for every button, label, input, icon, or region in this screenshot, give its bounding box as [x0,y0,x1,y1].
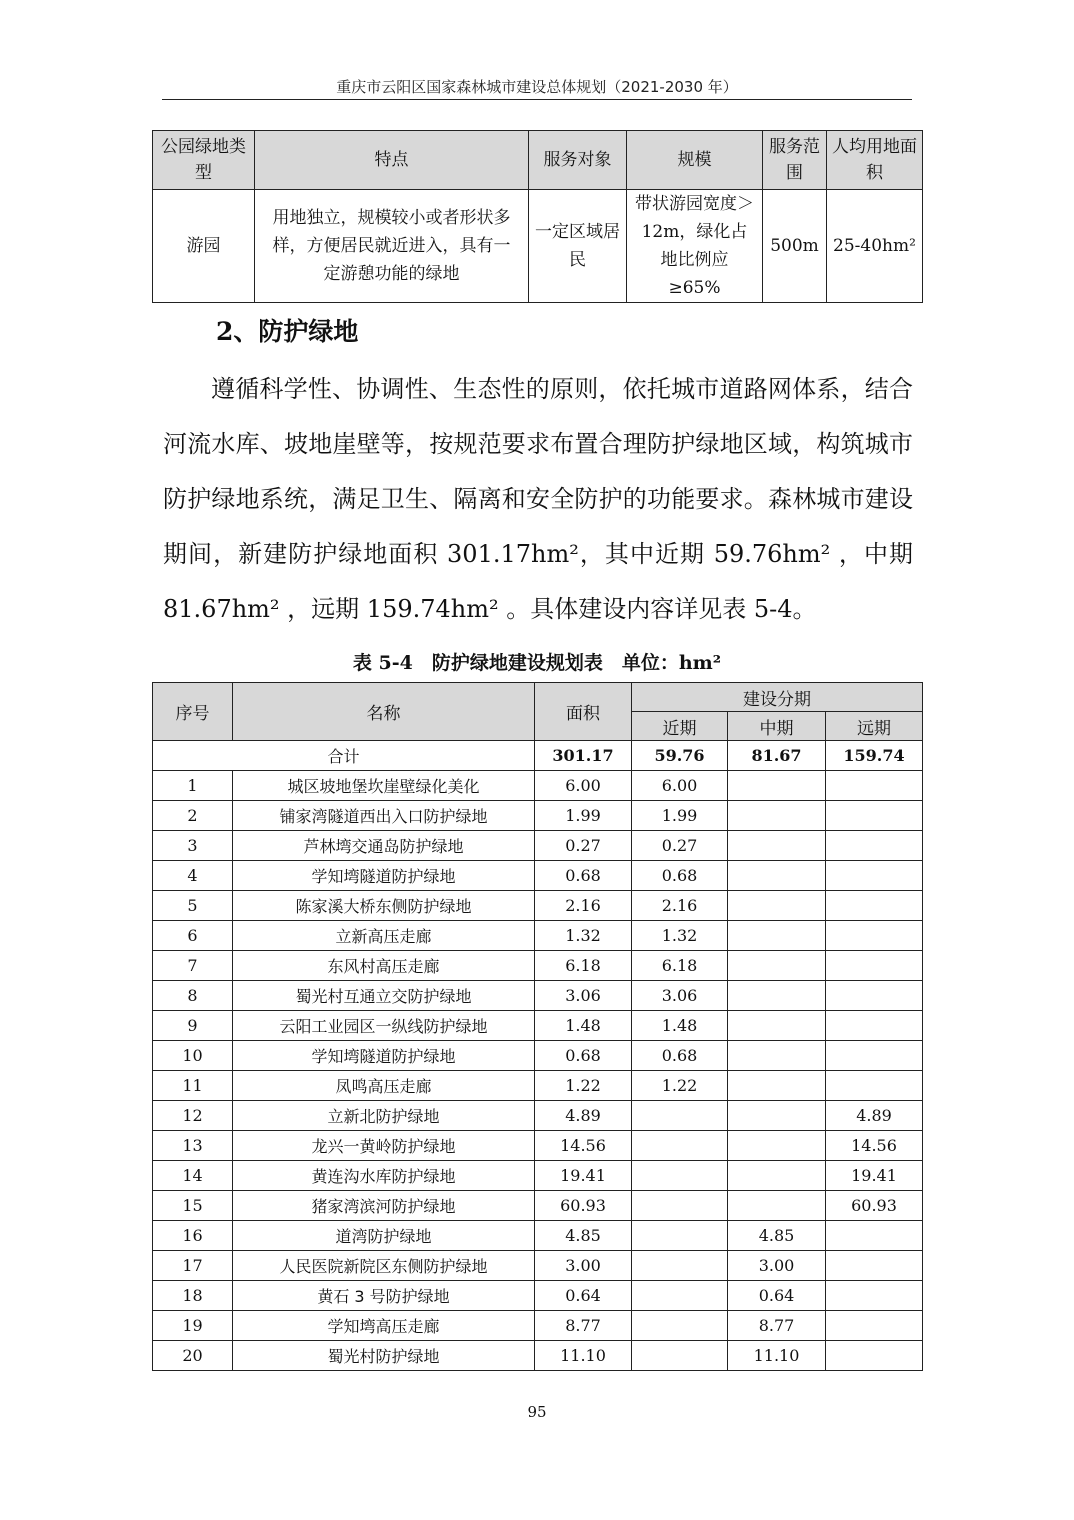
row-index: 13 [153,1131,233,1161]
row-mid [728,1011,826,1041]
park-area-cell: 25-40hm² [827,190,923,303]
row-index: 14 [153,1161,233,1191]
park-range-cell: 500m [763,190,827,303]
table-row [153,1011,923,1041]
row-mid [728,951,826,981]
row-name: 城区坡地堡坎崖壁绿化美化 [233,771,535,801]
page-header: 重庆市云阳区国家森林城市建设总体规划（2021-2030 年） [336,78,738,96]
row-far [826,831,923,861]
row-mid [728,1101,826,1131]
row-far: 4.89 [826,1101,923,1131]
row-near [632,1131,728,1161]
park-target-cell: 一定区域居民 [529,190,627,303]
section-title: 2、防护绿地 [216,317,359,346]
table-row [153,1251,923,1281]
table-row [153,861,923,891]
row-name: 人民医院新院区东侧防护绿地 [233,1251,535,1281]
row-far [826,891,923,921]
row-near [632,1251,728,1281]
row-far [826,951,923,981]
row-area: 8.77 [535,1311,632,1341]
plan-header-index: 序号 [153,683,233,741]
row-area: 1.22 [535,1071,632,1101]
row-near: 3.06 [632,981,728,1011]
plan-header-near: 近期 [632,712,728,741]
row-mid [728,981,826,1011]
row-near: 1.99 [632,801,728,831]
row-area: 0.68 [535,1041,632,1071]
row-near: 6.00 [632,771,728,801]
row-far [826,1011,923,1041]
row-far [826,801,923,831]
page-number: 95 [527,1403,547,1421]
row-near: 6.18 [632,951,728,981]
table-row [153,831,923,861]
row-name: 猪家湾滨河防护绿地 [233,1191,535,1221]
row-near [632,1191,728,1221]
row-near: 1.22 [632,1071,728,1101]
table-row [153,1131,923,1161]
row-index: 10 [153,1041,233,1071]
total-near: 59.76 [632,741,728,771]
row-near: 2.16 [632,891,728,921]
row-name: 学知塆高压走廊 [233,1311,535,1341]
row-near: 1.48 [632,1011,728,1041]
row-mid [728,801,826,831]
table-row [153,801,923,831]
table-row [153,1221,923,1251]
row-far [826,921,923,951]
row-index: 5 [153,891,233,921]
row-near [632,1341,728,1371]
row-mid [728,861,826,891]
row-near: 0.68 [632,861,728,891]
total-mid: 81.67 [728,741,826,771]
row-far [826,1041,923,1071]
row-area: 2.16 [535,891,632,921]
plan-header-phase-group: 建设分期 [632,683,923,712]
row-near [632,1221,728,1251]
row-index: 6 [153,921,233,951]
row-far: 60.93 [826,1191,923,1221]
row-index: 18 [153,1281,233,1311]
row-far [826,1071,923,1101]
row-near: 0.27 [632,831,728,861]
row-name: 铺家湾隧道西出入口防护绿地 [233,801,535,831]
table-row [153,891,923,921]
total-far: 159.74 [826,741,923,771]
row-index: 8 [153,981,233,1011]
row-far [826,1311,923,1341]
row-index: 2 [153,801,233,831]
row-far [826,1251,923,1281]
row-index: 4 [153,861,233,891]
row-far [826,771,923,801]
row-area: 11.10 [535,1341,632,1371]
row-index: 7 [153,951,233,981]
row-name: 东风村高压走廊 [233,951,535,981]
row-name: 学知塆隧道防护绿地 [233,861,535,891]
row-name: 黄连沟水库防护绿地 [233,1161,535,1191]
row-name: 黄石 3 号防护绿地 [233,1281,535,1311]
park-type-table [152,130,923,303]
row-name: 蜀光村防护绿地 [233,1341,535,1371]
row-far: 14.56 [826,1131,923,1161]
row-near [632,1311,728,1341]
row-near [632,1161,728,1191]
row-area: 0.27 [535,831,632,861]
row-mid: 8.77 [728,1311,826,1341]
row-far: 19.41 [826,1161,923,1191]
table-row [153,1071,923,1101]
row-name: 凤鸣高压走廊 [233,1071,535,1101]
park-header-target: 服务对象 [529,131,627,190]
row-name: 云阳工业园区一纵线防护绿地 [233,1011,535,1041]
row-name: 立新北防护绿地 [233,1101,535,1131]
row-near [632,1101,728,1131]
row-mid [728,771,826,801]
row-mid: 11.10 [728,1341,826,1371]
row-area: 1.99 [535,801,632,831]
row-index: 9 [153,1011,233,1041]
row-name: 学知塆隧道防护绿地 [233,1041,535,1071]
plan-header-far: 远期 [826,712,923,741]
protective-green-plan-table [152,682,923,1371]
row-near [632,1281,728,1311]
body-paragraph: 遵循科学性、协调性、生态性的原则，依托城市道路网体系，结合河流水库、坡地崖壁等，按规范要求布置合理防护绿地区域，构筑城市防护绿地系统，满足卫生、隔离和安全防护的功能要求。森林城市建设期间，新建防护绿地面积 301.17hm²，其中近期 59.76hm² ，中期 81.67hm² ，远期 159.74hm² 。具体建设内容详见表 5-4。 [163,375,913,623]
park-table-row [153,190,923,303]
table-caption: 表 5-4 防护绿地建设规划表 单位：hm² [352,652,722,674]
park-header-feature: 特点 [255,131,529,190]
plan-header-area: 面积 [535,683,632,741]
plan-header-name: 名称 [233,683,535,741]
total-label: 合计 [153,741,535,771]
table-row [153,1041,923,1071]
row-area: 3.00 [535,1251,632,1281]
row-mid [728,1191,826,1221]
row-area: 1.48 [535,1011,632,1041]
plan-header-mid: 中期 [728,712,826,741]
row-area: 3.06 [535,981,632,1011]
table-row [153,1161,923,1191]
row-far [826,1221,923,1251]
row-index: 3 [153,831,233,861]
table-row [153,1101,923,1131]
park-type-cell: 游园 [153,190,255,303]
table-row [153,1191,923,1221]
table-row [153,1281,923,1311]
row-area: 0.64 [535,1281,632,1311]
row-mid [728,921,826,951]
row-index: 20 [153,1341,233,1371]
row-area: 6.00 [535,771,632,801]
row-name: 立新高压走廊 [233,921,535,951]
row-mid: 4.85 [728,1221,826,1251]
row-mid [728,1071,826,1101]
row-mid [728,1161,826,1191]
park-header-scale: 规模 [627,131,763,190]
row-mid [728,1041,826,1071]
row-near: 1.32 [632,921,728,951]
park-header-type: 公园绿地类型 [153,131,255,190]
row-far [826,861,923,891]
total-area: 301.17 [535,741,632,771]
table-row [153,951,923,981]
row-area: 19.41 [535,1161,632,1191]
row-far [826,1281,923,1311]
table-row [153,981,923,1011]
table-row [153,1341,923,1371]
row-mid [728,831,826,861]
row-name: 蜀光村互通立交防护绿地 [233,981,535,1011]
table-row [153,1311,923,1341]
park-header-area: 人均用地面积 [827,131,923,190]
park-feature-cell: 用地独立，规模较小或者形状多样，方便居民就近进入，具有一定游憩功能的绿地 [255,190,529,303]
header-rule [162,99,912,100]
park-table-header-row [153,131,923,190]
table-row [153,771,923,801]
row-name: 道湾防护绿地 [233,1221,535,1251]
row-name: 龙兴一黄岭防护绿地 [233,1131,535,1161]
row-near: 0.68 [632,1041,728,1071]
row-mid: 0.64 [728,1281,826,1311]
row-area: 14.56 [535,1131,632,1161]
row-index: 11 [153,1071,233,1101]
park-scale-cell: 带状游园宽度＞12m，绿化占地比例应≥65% [627,190,763,303]
row-area: 0.68 [535,861,632,891]
row-index: 16 [153,1221,233,1251]
row-index: 19 [153,1311,233,1341]
row-name: 芦林塆交通岛防护绿地 [233,831,535,861]
row-mid [728,891,826,921]
plan-total-row [153,741,923,771]
row-area: 6.18 [535,951,632,981]
park-header-range: 服务范围 [763,131,827,190]
table-row [153,921,923,951]
row-area: 60.93 [535,1191,632,1221]
row-name: 陈家溪大桥东侧防护绿地 [233,891,535,921]
row-index: 12 [153,1101,233,1131]
row-far [826,1341,923,1371]
row-area: 4.89 [535,1101,632,1131]
row-far [826,981,923,1011]
row-mid [728,1131,826,1161]
row-mid: 3.00 [728,1251,826,1281]
row-area: 1.32 [535,921,632,951]
row-area: 4.85 [535,1221,632,1251]
row-index: 15 [153,1191,233,1221]
plan-header-row-1 [153,683,923,712]
row-index: 17 [153,1251,233,1281]
row-index: 1 [153,771,233,801]
